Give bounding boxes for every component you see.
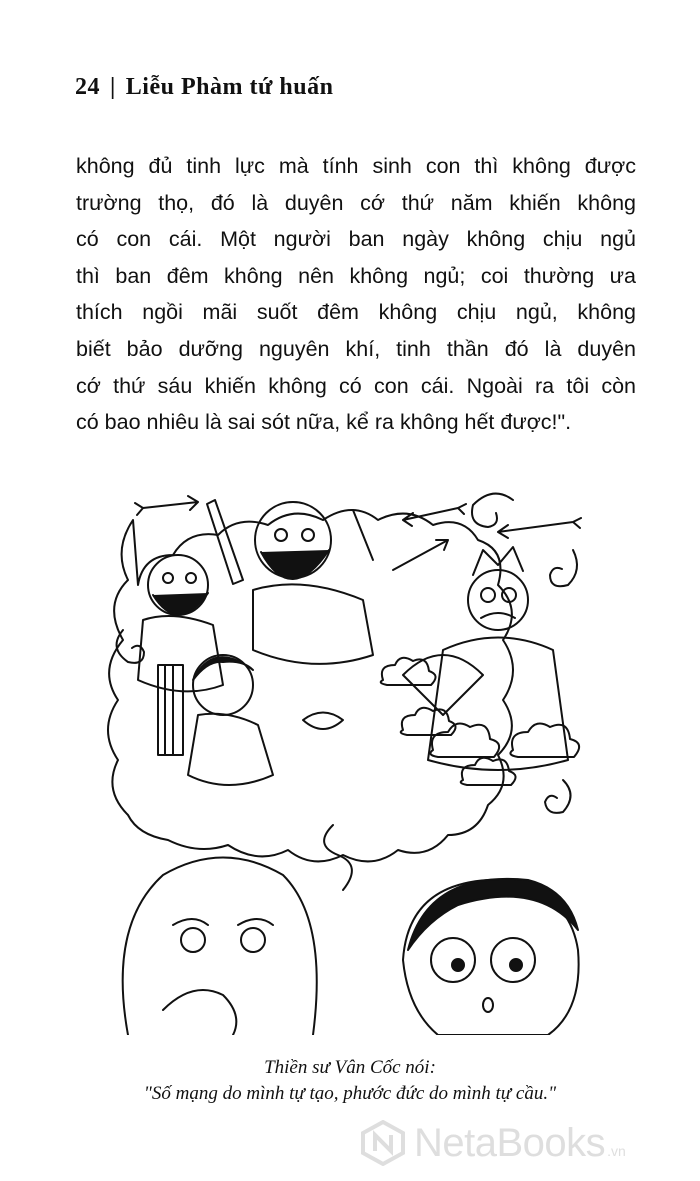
cloud-swirl — [545, 780, 571, 813]
arrow-icon — [353, 510, 373, 560]
watermark — [360, 1117, 626, 1169]
boy-body — [188, 714, 273, 785]
official-head — [468, 570, 528, 630]
warrior-body — [253, 584, 373, 664]
arrow-icon — [135, 496, 198, 515]
official-mustache — [481, 613, 515, 618]
body-line: có con cái. Một người ban ngày không chịu ngủ — [76, 227, 636, 252]
caption-line-1: Thiền sư Vân Cốc nói: — [264, 1057, 436, 1078]
warrior-beard — [153, 593, 208, 615]
bamboo-bundle — [158, 665, 183, 755]
netabooks-logo-icon — [360, 1120, 406, 1166]
body-line: thích ngồi mãi suốt đêm không chịu ngủ, không — [76, 300, 636, 325]
body-line: có bao nhiêu là sai sót nữa, kể ra không hết được!". — [76, 410, 572, 435]
bowl — [303, 713, 343, 730]
warrior-beard — [261, 550, 329, 579]
body-text — [76, 148, 636, 441]
cloud-puff — [430, 723, 499, 757]
manga-illustration — [103, 480, 603, 1035]
monk-hand — [163, 990, 236, 1035]
monk-brow — [173, 919, 273, 925]
young-man-hair — [408, 879, 578, 950]
watermark-text: NetaBooks — [414, 1120, 606, 1165]
cloud-puff — [510, 723, 579, 757]
warrior-body — [138, 616, 223, 691]
body-line: cớ thứ sáu khiến không có con cái. Ngoài ra tôi còn — [76, 373, 636, 398]
body-line: biết bảo dưỡng nguyên khí, tinh thần đó là duyên — [76, 336, 636, 361]
cloud-swirl — [472, 494, 513, 527]
body-line: không đủ tinh lực mà tính sinh con thì không được — [76, 154, 636, 178]
young-man-mouth — [483, 998, 493, 1012]
cloud-swirl — [550, 550, 577, 586]
caption-line-2: "Số mạng do mình tự tạo, phước đức do mình tự cầu." — [143, 1083, 557, 1104]
page-header — [75, 74, 333, 101]
cloud-puff — [461, 758, 516, 785]
monk-head — [123, 858, 317, 1036]
header-separator: | — [110, 74, 116, 100]
page-number: 24 — [75, 74, 100, 100]
sword — [207, 500, 243, 584]
watermark-suffix: .vn — [607, 1143, 626, 1159]
body-line: thì ban đêm không nên không ngủ; coi thường ưa — [76, 263, 636, 288]
boy-hair — [193, 657, 253, 680]
arrow-icon — [498, 518, 581, 538]
body-line: trường thọ, đó là duyên cớ thứ năm khiến không — [76, 190, 636, 215]
arrow-icon — [393, 540, 448, 570]
book-title: Liễu Phàm tứ huấn — [125, 74, 334, 100]
